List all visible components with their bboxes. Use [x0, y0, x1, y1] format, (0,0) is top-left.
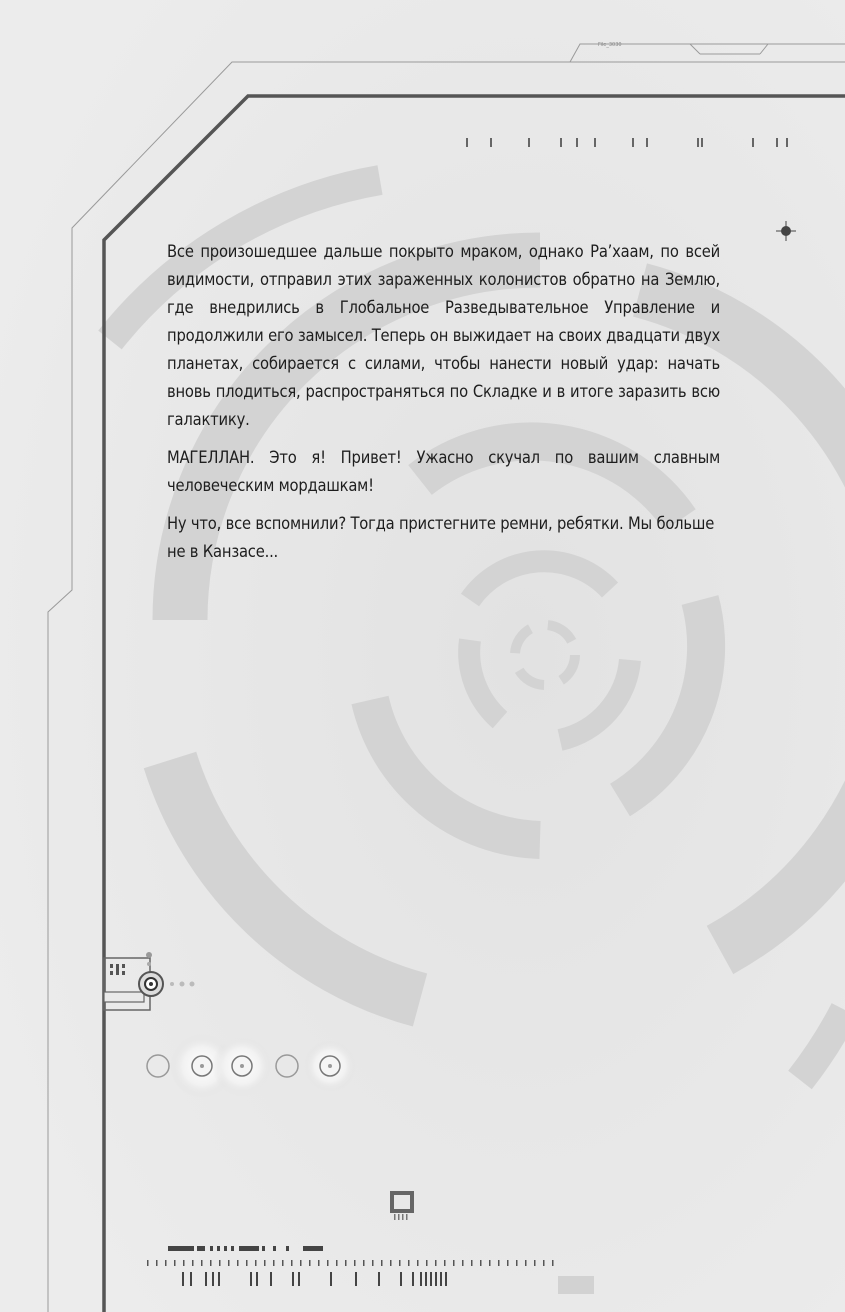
bottom-gray-block: [558, 1276, 594, 1294]
paragraph-2: МАГЕЛЛАН. Это я! Привет! Ужасно скучал по вашим славным человеческим мордашкам!: [167, 448, 720, 495]
file-label: File_3030: [598, 42, 622, 48]
body-text: [167, 238, 720, 566]
paragraph-1: Все произошедшее дальше покрыто мраком, однако Ра’хаам, по всей видимости, отправил этих зараженных колонистов обратно на Землю, где внедрились в Глобальное Разведывательное Управление и продолжили его замысел. Теперь он выжидает на своих двадцати двух планетах, собирается с силами, чтобы нанести новый удар: начать вновь плодиться, распространяться по Складке и в итоге заразить всю галактику.: [167, 242, 720, 429]
paragraph-3: Ну что, все вспомнили? Тогда пристегните ремни, ребятки. Мы больше не в Канзасе...: [167, 514, 715, 561]
